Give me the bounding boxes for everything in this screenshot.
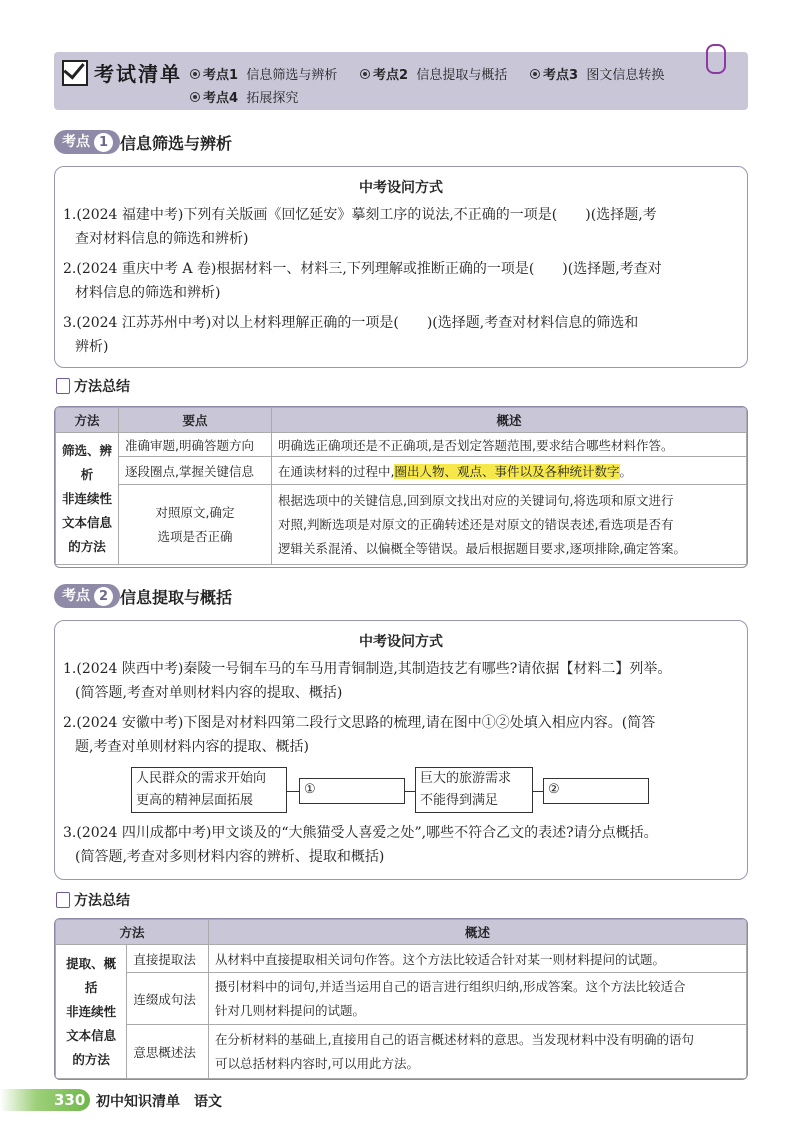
question-3-line-1: 3.(2024 四川成都中考)甲文谈及的“大熊猫受人喜爱之处”,哪些不符合乙文的表述?请分点概括。 [63,825,658,841]
question-3-line-1: 3.(2024 江苏苏州中考)对以上材料理解正确的一项是( )(选择题,考查对材料信息的筛选和 [63,315,639,331]
key-point-2[interactable]: 考点2 信息提取与概括 [360,64,507,83]
method-summary-title: 方法总结 [74,893,130,909]
question-1-line-1: 1.(2024 陕西中考)秦陵一号铜车马的车马用青铜制造,其制造技艺有哪些?请依据【材料二】列举。 [63,661,672,677]
exam-question-box-2 [54,620,748,880]
summary-cell: 明确选正确项还是不正确项,是否划定答题范围,要求结合哪些材料作答。 [272,433,747,457]
col-header-method: 方法 [56,920,209,945]
question-3-line-2: (简答题,考查对多则材料内容的辨析、提取和概括) [75,849,385,865]
summary-cell: 根据选项中的关键信息,回到原文找出对应的关键词句,将选项和原文进行 对照,判断选项是对原文的正确转述还是对原文的错误表述,看选项是否有 逻辑关系混淆、以偏概全等错误。最后根据题目要求,逐项排除,确定答案。 [272,485,747,565]
question-1-line-1: 1.(2024 福建中考)下列有关版画《回忆延安》摹刻工序的说法,不正确的一项是( )(选择题,考 [63,207,657,223]
key-point-4[interactable]: 考点4 拓展探究 [190,87,298,106]
paperclip-icon [706,44,726,74]
question-1-line-2: 查对材料信息的筛选和辨析) [75,231,249,247]
bullet-icon [360,69,370,79]
flow-blank-2[interactable]: ② [543,778,649,804]
method-table-1 [54,406,748,568]
method-summary-icon [56,378,70,394]
bullet-icon [190,69,200,79]
question-2-line-1: 2.(2024 重庆中考 A 卷)根据材料一、材料三,下列理解或推断正确的一项是( )(选择题,考查对 [63,261,662,277]
flow-blank-1[interactable]: ① [299,778,405,804]
point-cell: 逐段圈点,掌握关键信息 [119,457,272,485]
flow-box-1: 人民群众的需求开始向 更高的精神层面拓展 [131,767,287,813]
question-2-line-2: 题,考查对单则材料内容的提取、概括) [75,739,309,755]
col-header-point: 要点 [119,408,272,433]
question-1-line-2: (简答题,考查对单则材料内容的提取、概括) [75,685,343,701]
method-table-2 [54,918,748,1080]
summary-cell: 在通读材料的过程中,圈出人物、观点、事件以及各种统计数字。 [272,457,747,485]
method-name-cell: 提取、概括 非连续性 文本信息 的方法 [56,945,127,1079]
point-cell: 准确审题,明确答题方向 [119,433,272,457]
method-summary-title: 方法总结 [74,379,130,395]
col-header-summary: 概述 [209,920,747,945]
sub-method-cell: 意思概述法 [127,1025,209,1079]
sub-method-cell: 直接提取法 [127,945,209,973]
page-number: 330 [54,1091,86,1109]
question-2-line-2: 材料信息的筛选和辨析) [75,285,221,301]
exam-checklist-banner [54,52,748,110]
bullet-icon [530,69,540,79]
summary-cell: 从材料中直接提取相关词句作答。这个方法比较适合针对某一则材料提问的试题。 [209,945,747,973]
question-3-line-2: 辨析) [75,339,109,355]
flow-connector [405,791,415,792]
method-summary-icon [56,892,70,908]
checkbox-icon [62,60,88,86]
col-header-summary: 概述 [272,408,747,433]
method-name-cell: 筛选、辨析 非连续性 文本信息 的方法 [56,433,119,565]
flow-connector [287,791,299,792]
summary-cell: 摄引材料中的词句,并适当运用自己的语言进行组织归纳,形成答案。这个方法比较适合 针对几则材料提问的试题。 [209,973,747,1025]
summary-cell: 在分析材料的基础上,直接用自己的语言概述材料的意思。当发现材料中没有明确的语句 可以总括材料内容时,可以用此方法。 [209,1025,747,1079]
section-number: 2 [94,587,113,606]
section-title-2: 信息提取与概括 [120,588,233,607]
bullet-icon [190,92,200,102]
highlighted-text: 圈出人物、观点、事件以及各种统计数字 [394,463,620,479]
sub-method-cell: 连缀成句法 [127,973,209,1025]
method-table-1-grid [55,407,747,565]
col-header-method: 方法 [56,408,119,433]
section-badge-2: 考点 2 [54,584,120,608]
question-2-line-1: 2.(2024 安徽中考)下图是对材料四第二段行文思路的梳理,请在图中①②处填入相应内容。(简答 [63,715,656,731]
key-point-1[interactable]: 考点1 信息筛选与辨析 [190,64,337,83]
exam-question-box-1 [54,166,748,368]
method-table-2-grid [55,919,747,1079]
section-title-1: 信息筛选与辨析 [120,134,233,153]
point-cell: 对照原文,确定 选项是否正确 [119,485,272,565]
flow-box-2: 巨大的旅游需求 不能得到满足 [415,767,533,813]
key-point-3[interactable]: 考点3 图文信息转换 [530,64,664,83]
section-badge-1: 考点 1 [54,130,120,154]
banner-title: 考试清单 [94,62,182,86]
box-title: 中考设问方式 [359,634,443,650]
flow-connector [533,791,543,792]
section-number: 1 [94,133,113,152]
book-title: 初中知识清单 语文 [96,1094,222,1110]
box-title: 中考设问方式 [359,180,443,196]
